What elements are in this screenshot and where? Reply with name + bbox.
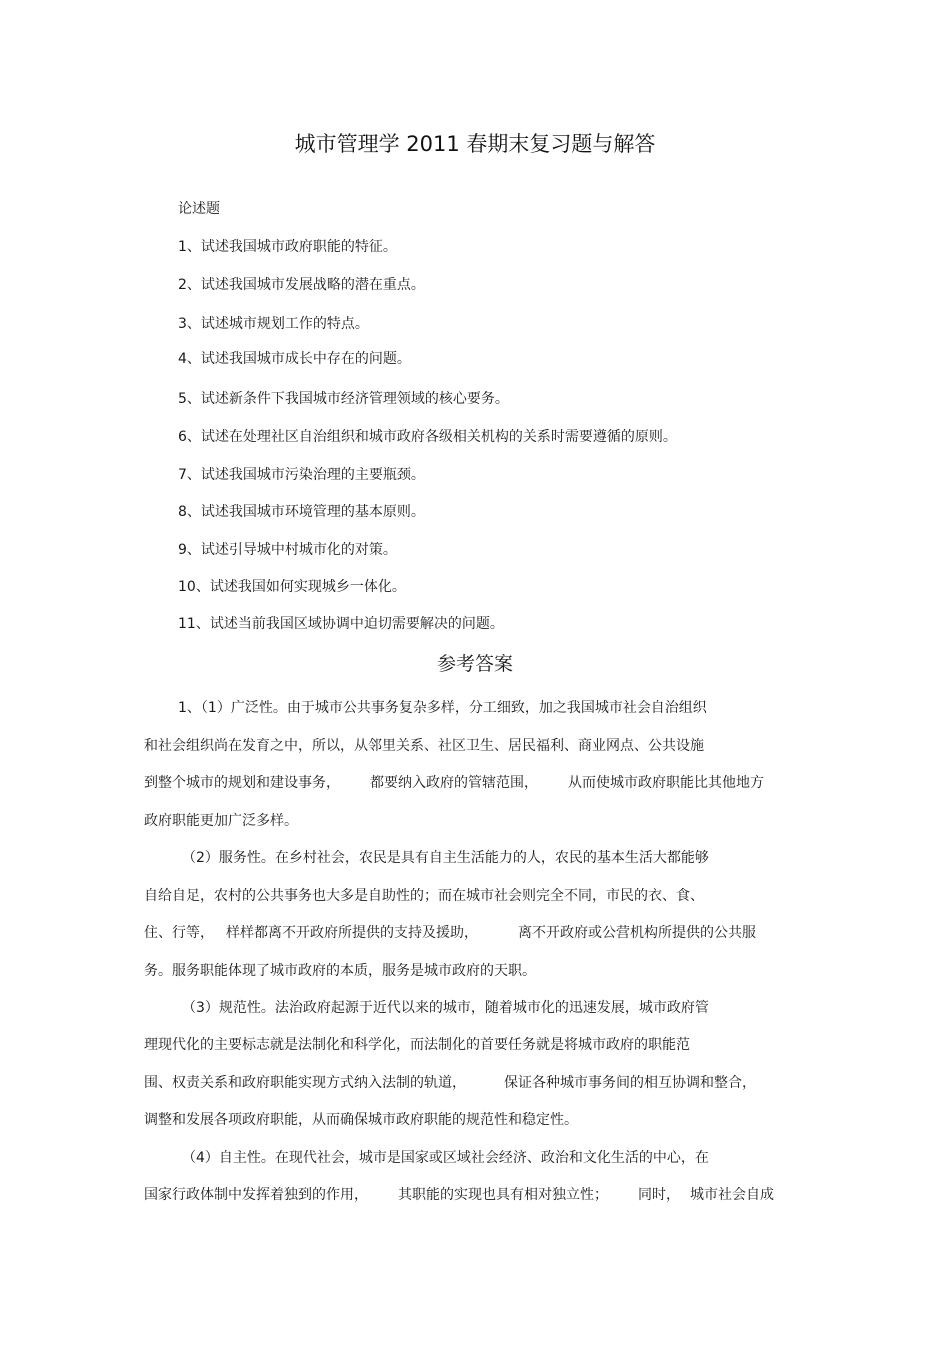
- answer-text: 国家行政体制中发挥着独到的作用，: [144, 1187, 368, 1203]
- answer-text: 住、行等，: [144, 925, 214, 941]
- answer-line: 调整和发展各项政府职能，从而确保城市政府职能的规范性和稳定性。: [144, 1112, 578, 1128]
- list-item: 11、试述当前我国区域协调中迫切需要解决的问题。: [178, 616, 504, 632]
- answer-line: [144, 922, 756, 942]
- answer-text: 保证各种城市事务间的相互协调和整合，: [504, 1075, 756, 1091]
- answer-text: 同时，: [638, 1187, 680, 1203]
- section-label: 论述题: [178, 201, 220, 217]
- answer-line: 政府职能更加广泛多样。: [144, 813, 298, 829]
- answer-line: 理现代化的主要标志就是法制化和科学化，而法制化的首要任务就是将城市政府的职能范: [144, 1037, 690, 1053]
- list-item: 10、试述我国如何实现城乡一体化。: [178, 579, 406, 595]
- list-item: 3、试述城市规划工作的特点。: [178, 316, 369, 332]
- list-item: 9、试述引导城中村城市化的对策。: [178, 542, 397, 558]
- list-item: 5、试述新条件下我国城市经济管理领域的核心要务。: [178, 391, 509, 407]
- list-item: 4、试述我国城市成长中存在的问题。: [178, 351, 411, 367]
- list-item: 7、试述我国城市污染治理的主要瓶颈。: [178, 467, 425, 483]
- answer-text: 城市社会自成: [690, 1187, 774, 1203]
- answer-heading: 参考答案: [436, 653, 513, 675]
- answer-line: 1、（1）广泛性。由于城市公共事务复杂多样，分工细致，加之我国城市社会自治组织: [178, 700, 707, 716]
- answer-line: （3）规范性。法治政府起源于近代以来的城市，随着城市化的迅速发展，城市政府管: [182, 1000, 709, 1016]
- answer-text: 围、权责关系和政府职能实现方式纳入法制的轨道，: [144, 1075, 466, 1091]
- answer-text: 都要纳入政府的管辖范围，: [370, 775, 538, 791]
- list-item: 2、试述我国城市发展战略的潜在重点。: [178, 277, 425, 293]
- list-item: 1、试述我国城市政府职能的特征。: [178, 239, 397, 255]
- answer-text: 其职能的实现也具有相对独立性；: [398, 1187, 608, 1203]
- answer-line: 和社会组织尚在发育之中，所以，从邻里关系、社区卫生、居民福利、商业网点、公共设施: [144, 738, 704, 754]
- answer-line: [144, 772, 764, 792]
- answer-line: 自给自足，农村的公共事务也大多是自助性的；而在城市社会则完全不同，市民的衣、食、: [144, 888, 704, 904]
- answer-text: 从而使城市政府职能比其他地方: [568, 775, 764, 791]
- answer-line: 务。服务职能体现了城市政府的本质，服务是城市政府的天职。: [144, 963, 536, 979]
- document-title: 城市管理学 2011 春期末复习题与解答: [294, 132, 656, 156]
- answer-line: [144, 1184, 774, 1204]
- answer-text: 离不开政府或公营机构所提供的公共服: [518, 925, 756, 941]
- list-item: 8、试述我国城市环境管理的基本原则。: [178, 504, 425, 520]
- answer-text: 样样都离不开政府所提供的支持及援助，: [226, 925, 478, 941]
- answer-line: （2）服务性。在乡村社会，农民是具有自主生活能力的人，农民的基本生活大都能够: [182, 850, 709, 866]
- answer-line: [144, 1072, 756, 1092]
- answer-text: 到整个城市的规划和建设事务，: [144, 775, 340, 791]
- list-item: 6、试述在处理社区自治组织和城市政府各级相关机构的关系时需要遵循的原则。: [178, 429, 677, 445]
- answer-line: （4）自主性。在现代社会，城市是国家或区域社会经济、政治和文化生活的中心，在: [182, 1150, 709, 1166]
